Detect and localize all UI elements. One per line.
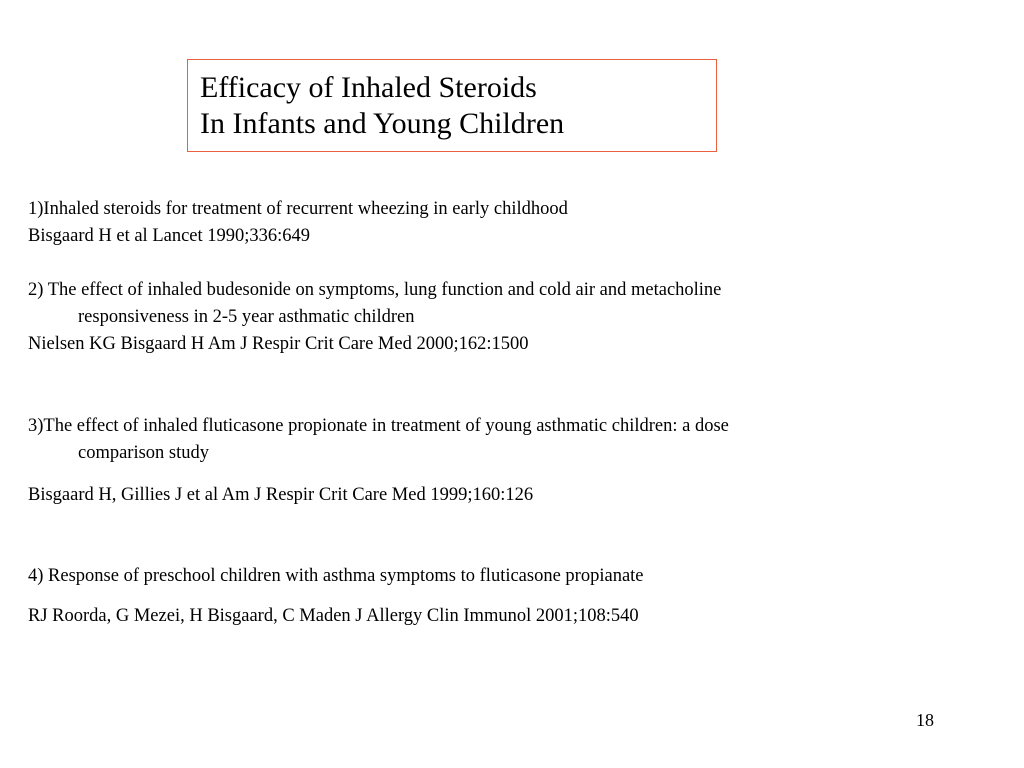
- reference-4-title: 4) Response of preschool children with asthma symptoms to fluticasone propianate: [28, 566, 644, 586]
- slide-title-line-2: In Infants and Young Children: [200, 107, 565, 140]
- reference-item-3-citation-wrap: [28, 482, 988, 509]
- reference-item-2: [28, 277, 988, 358]
- reference-item-3: [28, 413, 988, 467]
- reference-1-title: 1)Inhaled steroids for treatment of recurrent wheezing in early childhood: [28, 199, 568, 219]
- slide-title-box: [187, 59, 717, 152]
- slide-title-line-1: Efficacy of Inhaled Steroids: [200, 71, 537, 104]
- reference-4-citation: RJ Roorda, G Mezei, H Bisgaard, C Maden J Allergy Clin Immunol 2001;108:540: [28, 606, 639, 626]
- reference-3-title-line-1: 3)The effect of inhaled fluticasone propionate in treatment of young asthmatic children: a dose: [28, 416, 729, 436]
- reference-item-1: [28, 196, 988, 250]
- reference-3-title-line-2: comparison study: [78, 443, 210, 463]
- reference-item-4: [28, 563, 988, 590]
- reference-2-title-line-1: 2) The effect of inhaled budesonide on symptoms, lung function and cold air and metacholine: [28, 280, 722, 300]
- reference-2-citation: Nielsen KG Bisgaard H Am J Respir Crit Care Med 2000;162:1500: [28, 334, 529, 354]
- reference-1-citation: Bisgaard H et al Lancet 1990;336:649: [28, 226, 311, 246]
- reference-2-title-line-2: responsiveness in 2-5 year asthmatic children: [78, 307, 415, 327]
- page-number: 18: [916, 710, 934, 730]
- reference-item-4-citation-wrap: [28, 603, 988, 630]
- reference-3-citation: Bisgaard H, Gillies J et al Am J Respir Crit Care Med 1999;160:126: [28, 485, 534, 505]
